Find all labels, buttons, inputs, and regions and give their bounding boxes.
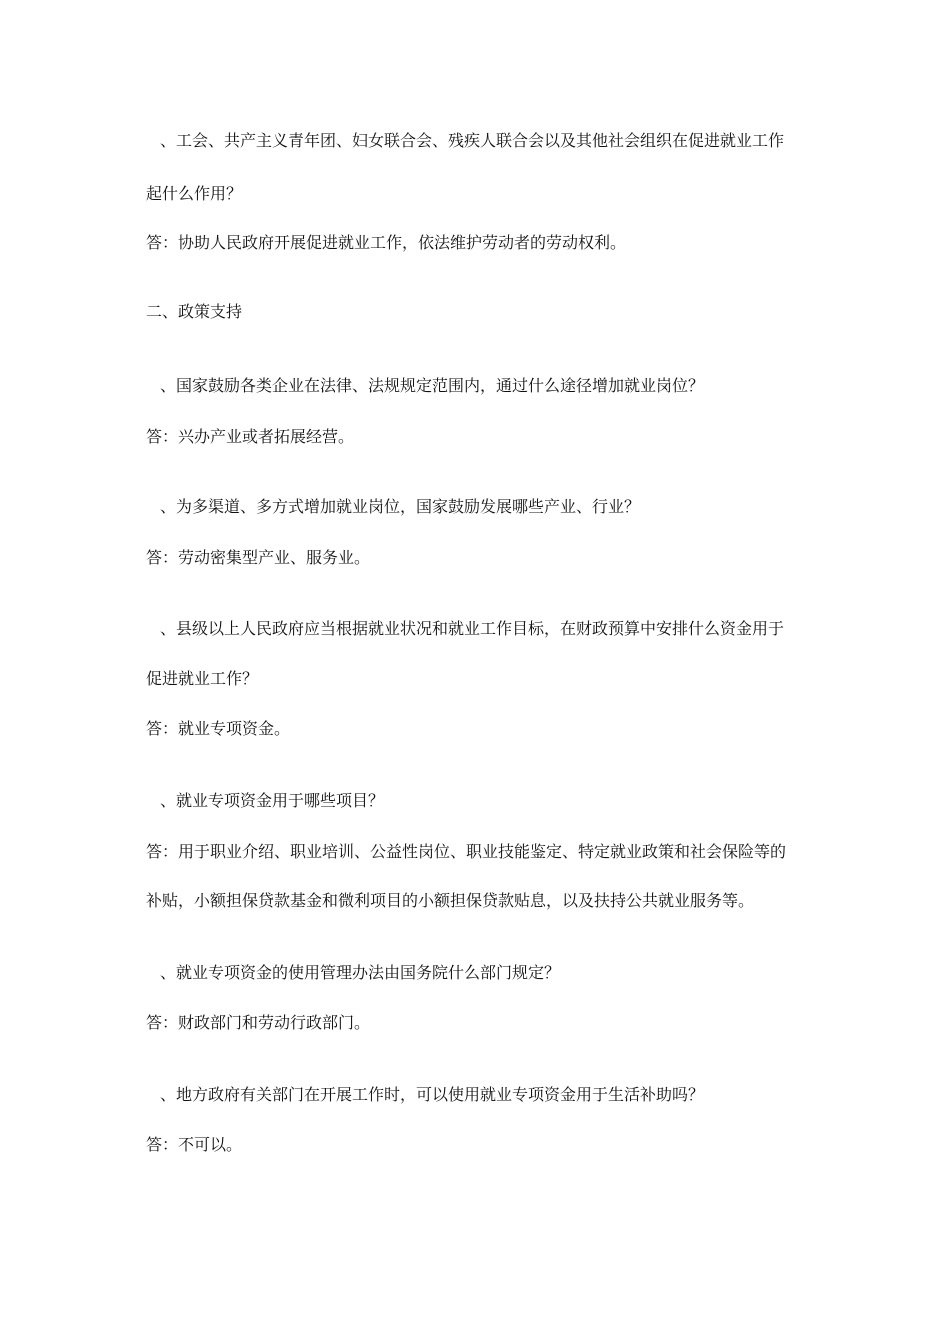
section-heading: 二、政策支持 bbox=[146, 302, 243, 321]
answer-text: 答：用于职业介绍、职业培训、公益性岗位、职业技能鉴定、特定就业政策和社会保险等的 bbox=[146, 842, 787, 861]
answer-text: 答：劳动密集型产业、服务业。 bbox=[146, 548, 371, 567]
answer-text: 答：兴办产业或者拓展经营。 bbox=[146, 427, 355, 446]
question-text: 、工会、共产主义青年团、妇女联合会、残疾人联合会以及其他社会组织在促进就业工作 bbox=[160, 131, 785, 150]
answer-text: 答：不可以。 bbox=[146, 1135, 243, 1154]
answer-text-continued: 补贴，小额担保贷款基金和微利项目的小额担保贷款贴息，以及扶持公共就业服务等。 bbox=[146, 891, 755, 910]
question-text: 、为多渠道、多方式增加就业岗位，国家鼓励发展哪些产业、行业？ bbox=[160, 497, 641, 516]
question-text: 、就业专项资金的使用管理办法由国务院什么部门规定？ bbox=[160, 963, 561, 982]
question-text: 、就业专项资金用于哪些项目？ bbox=[160, 791, 385, 810]
question-text: 、县级以上人民政府应当根据就业状况和就业工作目标，在财政预算中安排什么资金用于 bbox=[160, 619, 785, 638]
question-text: 、国家鼓励各类企业在法律、法规规定范围内，通过什么途径增加就业岗位？ bbox=[160, 376, 705, 395]
question-text: 、地方政府有关部门在开展工作时，可以使用就业专项资金用于生活补助吗？ bbox=[160, 1085, 705, 1104]
question-text-continued: 促进就业工作？ bbox=[146, 669, 259, 688]
question-text-continued: 起什么作用？ bbox=[146, 184, 243, 203]
answer-text: 答：就业专项资金。 bbox=[146, 719, 291, 738]
answer-text: 答：协助人民政府开展促进就业工作，依法维护劳动者的劳动权利。 bbox=[146, 233, 627, 252]
answer-text: 答：财政部门和劳动行政部门。 bbox=[146, 1013, 371, 1032]
